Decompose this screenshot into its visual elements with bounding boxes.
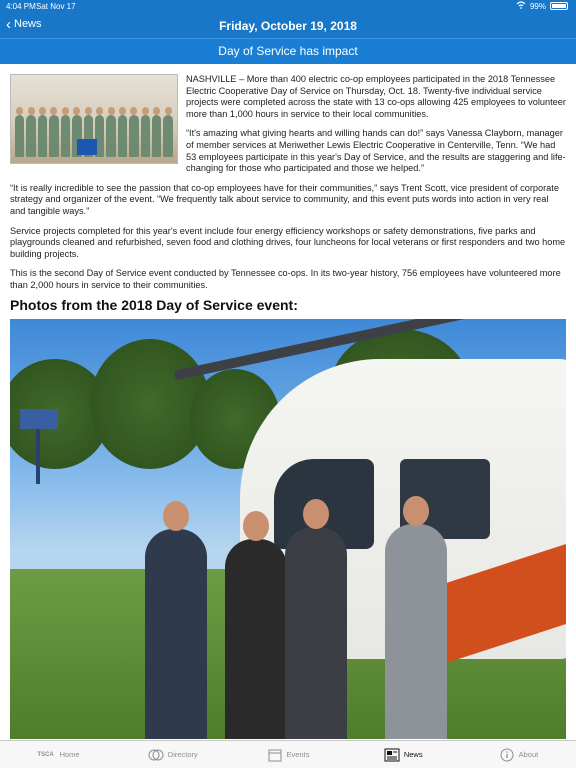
tab-label: Home: [59, 750, 80, 759]
info-icon: [499, 748, 515, 762]
paragraph: This is the second Day of Service event conducted by Tennessee co-ops. In its two-year history, 756 employees have volunteered more than 2,000 hours in service to their communities.: [10, 268, 561, 290]
paragraph: NASHVILLE – More than 400 electric co-op employees participated in the 2018 Tennessee Electric Cooperative Day of Service on Thursday, Oct. 18. Twenty-five individual service projects were completed across the state with 13 co-ops allowing 425 employees to volunteer more than 1,000 hours in service to their local communities.: [186, 74, 566, 119]
tab-label: Events: [286, 750, 310, 759]
battery-icon: [550, 2, 568, 10]
article-title-bar: [0, 38, 576, 64]
app-header: [0, 0, 576, 64]
tab-about[interactable]: [461, 741, 576, 768]
tsca-logo-icon: TSCA: [37, 751, 54, 758]
tab-events[interactable]: [230, 741, 345, 768]
paragraph: Service projects completed for this year's event include four energy efficiency workshops or safety demonstrations, five parks and playgrounds cleaned and refurbished, seven food and clothing drives, four luncheons for local veterans or first responders and two home building projects.: [10, 225, 566, 259]
nav-bar: [0, 12, 576, 38]
calendar-icon: [267, 748, 283, 762]
battery-percent: 99%: [529, 1, 546, 11]
person: [145, 529, 207, 739]
back-label: News: [14, 18, 42, 30]
lead-photo-group: [10, 74, 178, 164]
tab-home[interactable]: [0, 741, 115, 768]
status-right: [516, 1, 568, 11]
event-photo[interactable]: [10, 319, 566, 739]
chevron-left-icon: ‹: [6, 15, 11, 33]
photo-display-box: [77, 139, 97, 155]
paragraph: “It's amazing what giving hearts and willing hands can do!” says Vanessa Clayborn, manager of member services at Meriwether Lewis Electric Cooperative in Centerville, Tenn. “We had 53 employees participate in this year's Day of Service, and the results are staggering and life-changing for those who participated and those we helped.”: [186, 128, 566, 174]
tab-directory[interactable]: [115, 741, 230, 768]
article-title: Day of Service has impact: [218, 44, 358, 58]
article-body[interactable]: [0, 64, 576, 740]
status-time: 4:04 PM: [6, 2, 36, 11]
status-bar: [0, 0, 576, 12]
photos-heading: Photos from the 2018 Day of Service event:: [10, 296, 298, 313]
wifi-icon: [516, 1, 526, 11]
tab-label: Directory: [167, 750, 198, 759]
newspaper-icon: [384, 748, 400, 762]
person: [385, 524, 447, 739]
tab-bar: [0, 740, 576, 768]
tab-news[interactable]: [346, 741, 461, 768]
tab-label: News: [403, 750, 423, 759]
status-date: Sat Nov 17: [36, 2, 76, 11]
person: [285, 527, 347, 739]
nav-title: Friday, October 19, 2018: [219, 19, 357, 33]
paragraph: “It is really incredible to see the passion that co-op employees have for their communities,” says Trent Scott, vice president of corporate strategy and organizer of the event. “We frequently talk about service to community, and this event puts words into action in very real and tangible ways.”: [10, 182, 559, 216]
person: [225, 539, 287, 739]
tab-label: About: [518, 750, 539, 759]
directory-icon: [148, 748, 164, 762]
sign: [20, 409, 58, 429]
